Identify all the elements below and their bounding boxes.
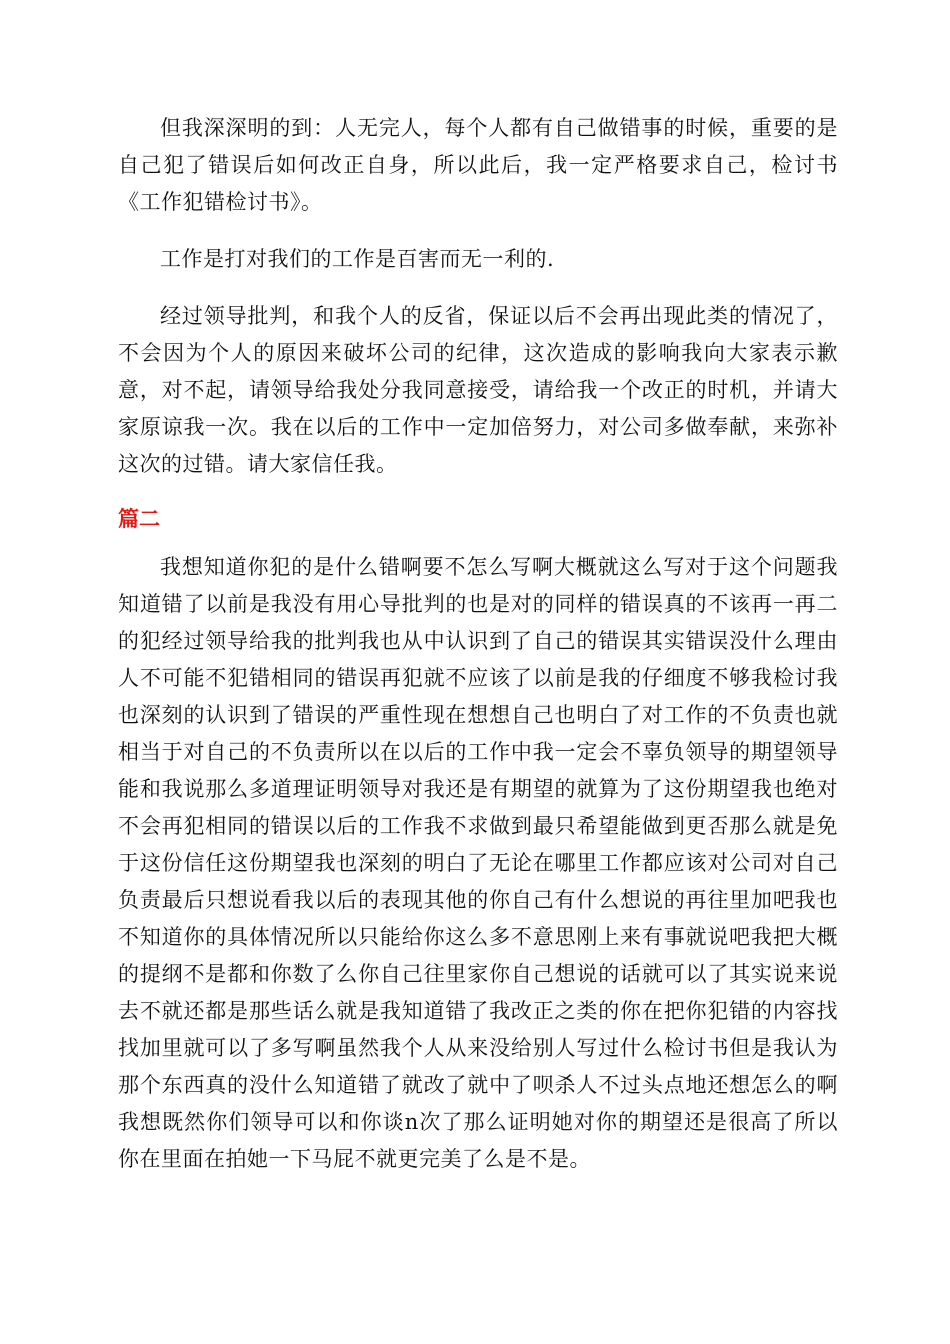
paragraph-2: 工作是打对我们的工作是百害而无一利的. [160, 247, 555, 271]
document-page [118, 110, 838, 1178]
section-heading: 篇二 [118, 507, 160, 531]
paragraph-4: 我想知道你犯的是什么错啊要不怎么写啊大概就这么写对于这个问题我知道错了以前是我没有用心导批判的也是对的同样的错误真的不该再一再二的犯经过领导给我的批判我也从中认识到了自己的错误其实错误没什么理由人不可能不犯错相同的错误再犯就不应该了以前是我的仔细度不够我检讨我也深刻的认识到了错误的严重性现在想想自己也明白了对工作的不负责也就相当于对自己的不负责所以在以后的工作中我一定会不辜负领导的期望领导能和我说那么多道理证明领导对我还是有期望的就算为了这份期望我也绝对不会再犯相同的错误以后的工作我不求做到最只希望能做到更否那么就是免于这份信任这份期望我也深刻的明白了无论在哪里工作都应该对公司对自己负责最后只想说看我以后的表现其他的你自己有什么想说的再往里加吧我也不知道你的具体情况所以只能给你这么多不意思刚上来有事就说吧我把大概的提纲不是都和你数了么你自己往里家你自己想说的话就可以了其实说来说去不就还都是那些话么就是我知道错了我改正之类的你在把你犯错的内容找找加里就可以了多写啊虽然我个人从来没给别人写过什么检讨书但是我认为那个东西真的没什么知道错了就改了就中了呗杀人不过头点地还想怎么的啊我想既然你们领导可以和你谈n次了那么证明她对你的期望还是很高了所以你在里面在拍她一下马屁不就更完美了么是不是。 [118, 555, 838, 1171]
paragraph-3: 经过领导批判，和我个人的反省，保证以后不会再出现此类的情况了，不会因为个人的原因来破坏公司的纪律，这次造成的影响我向大家表示歉意，对不起，请领导给我处分我同意接受，请给我一个改正的时机，并请大家原谅我一次。我在以后的工作中一定加倍努力，对公司多做奉献，来弥补这次的过错。请大家信任我。 [118, 304, 838, 476]
paragraph-1: 但我深深明的到：人无完人，每个人都有自己做错事的时候，重要的是自己犯了错误后如何改正自身，所以此后，我一定严格要求自己，检讨书《工作犯错检讨书》。 [118, 116, 838, 214]
